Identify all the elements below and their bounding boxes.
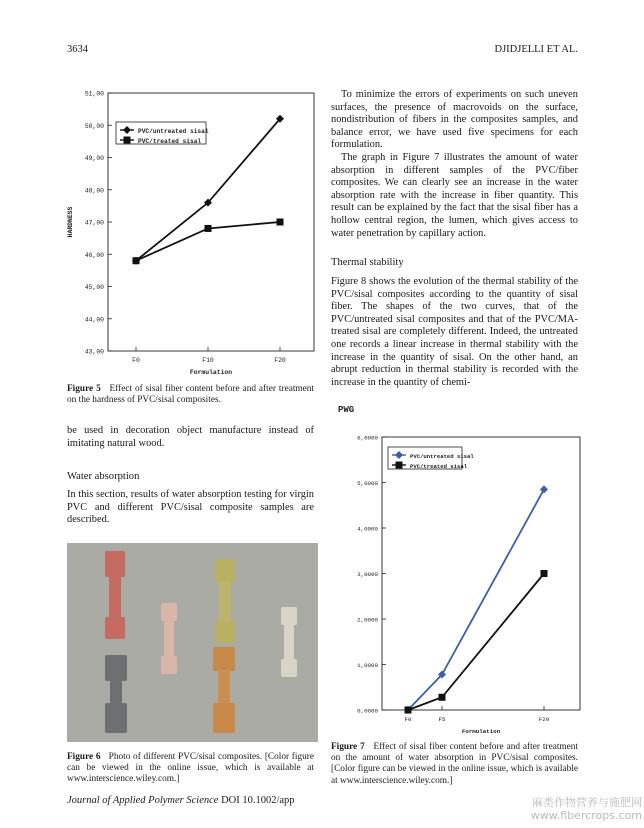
figure7-chart (330, 402, 582, 735)
y-tick-label: 44,00 (84, 316, 104, 324)
specimen-f5-untreated-neck (219, 581, 231, 623)
figure7-caption-text: Effect of sisal fiber content before and after treatment on the amount of water absorption in PVC/sisal composites. [Color figure can be viewed in the online issue, which is available at www.interscience.wiley.com.] (331, 742, 578, 786)
x-tick-label: F10 (202, 357, 214, 364)
y-tick-label: 3,0000 (357, 571, 378, 578)
series-2-point (133, 257, 140, 264)
figure5-label: Figure 5 (67, 384, 101, 394)
fig7-axes (338, 405, 580, 735)
specimen-f20-untreated-top (213, 647, 235, 671)
journal-doi: DOI 10.1002/app (221, 795, 295, 806)
water-paragraph: In this section, results of water absorption testing for virgin PVC and different PVC/sisal composite samples are described. (67, 489, 314, 526)
paragraph-errors: To minimize the errors of experiments on such uneven surfaces, the presence of macrovoids on the surface, nondistribution of fibers in the composites samples, and balance error, we have used five specimens for each formulation. (331, 89, 578, 151)
y-tick-label: 43,00 (84, 348, 104, 356)
specimen-f5-treated-top (105, 551, 125, 577)
specimen-f0-neck (284, 623, 294, 661)
x-axis-label: Formulation (461, 728, 501, 735)
specimen-f5-untreated-bottom (215, 621, 235, 643)
series-1-point (540, 485, 548, 493)
legend-entry: PVC/untreated sisal (410, 453, 474, 460)
figure7-caption (331, 742, 578, 787)
figure6-label: Figure 6 (67, 752, 101, 762)
y-tick-label: 45,00 (84, 284, 104, 291)
y-tick-label: 49,00 (84, 155, 104, 162)
figure5-caption-text: Effect of sisal fiber content before and after treatment on the hardness of PVC/sisal composites. (67, 384, 314, 406)
y-tick-label: 5,0000 (357, 480, 378, 487)
specimen-f5-untreated-top (215, 559, 235, 583)
figure5-chart (64, 84, 320, 382)
legend-marker (396, 462, 403, 469)
y-tick-label: 4,0000 (357, 525, 378, 533)
specimen-f20-treated-bottom (105, 703, 127, 733)
series-2-point (405, 707, 412, 714)
y-tick-label: 51,00 (84, 90, 104, 98)
chart-title: PWG (338, 405, 355, 415)
specimen-f5-treated-bottom (105, 617, 125, 639)
x-tick-label: F0 (132, 357, 140, 364)
watermark-cn: 麻类作物营养与施肥网 (532, 796, 642, 809)
figure6-caption-text: Photo of different PVC/sisal composites. [Color figure can be viewed in the online issue, which is available at www.interscience.wiley.com.] (67, 752, 314, 785)
series-2-point (541, 570, 548, 577)
y-tick-label: 1,0000 (357, 662, 378, 669)
figure7-label: Figure 7 (331, 742, 365, 752)
left-continuation: be used in decoration object manufacture instead of imitating natural wood. (67, 425, 314, 449)
x-tick-label: F20 (274, 357, 286, 364)
legend-entry: PVC/treated sisal (410, 463, 468, 470)
section-water-absorption: Water absorption (67, 471, 140, 482)
page-number: 3634 (67, 44, 88, 55)
legend-entry: PVC/treated sisal (138, 138, 202, 145)
specimen-f0-bottom (281, 659, 297, 677)
section-thermal-stability: Thermal stability (331, 257, 404, 268)
y-tick-label: 0,0000 (357, 707, 378, 715)
y-tick-label: 2,0000 (357, 616, 378, 624)
figure5-caption (67, 384, 314, 406)
fig5-axes (67, 91, 314, 377)
series-2-point (205, 225, 212, 232)
journal-name: Journal of Applied Polymer Science (67, 795, 219, 806)
paragraph-figure7: The graph in Figure 7 illustrates the amount of water absorption in different samples of the PVC/fiber composites. We can clearly see an increase in the water absorption rate with the increase in fiber quantity. This result can be explained by the fact that the sisal fiber has a hollow central region, the lumen, which gives access to water penetration by capillary action. (331, 151, 578, 239)
paragraph-thermal: Figure 8 shows the evolution of the thermal stability of the PVC/sisal composites according to the quantity of sisal fiber. The shapes of the two curves, that of the PVC/untreated sisal composites and that of the PVC/MA-treated sisal are completely different. Indeed, the untreated one records a linear increase in thermal stability with the increase in the quantity of sisal. On the other hand, an abrupt reduction in thermal stability is recorded with the increase in the quantity of chemi- (331, 276, 578, 388)
specimen-f10-untreated-neck (164, 620, 174, 658)
plot-frame (382, 437, 580, 710)
specimen-f10-untreated-top (161, 603, 177, 621)
legend-marker (124, 137, 131, 144)
right-column-top (331, 89, 578, 240)
x-tick-label: F20 (538, 716, 550, 723)
figure6-photo (67, 543, 318, 742)
y-tick-label: 46,00 (84, 251, 104, 259)
series-2-point (277, 219, 284, 226)
y-tick-label: 50,00 (84, 122, 104, 130)
x-tick-label: F0 (404, 716, 412, 723)
series-2-point (439, 694, 446, 701)
specimen-f20-untreated-bottom (213, 703, 235, 733)
x-axis-label: Formulation (189, 369, 233, 376)
specimen-f20-untreated-neck (218, 669, 230, 705)
y-tick-label: 6,0000 (357, 434, 378, 442)
watermark-url: www.fibercrops.com (530, 809, 642, 822)
specimen-f10-untreated-bottom (161, 656, 177, 674)
specimen-f20-treated-top (105, 655, 127, 681)
y-tick-label: 47,00 (84, 219, 104, 227)
x-tick-label: F5 (438, 716, 446, 723)
figure6-caption (67, 752, 314, 786)
y-axis-label: HARDNESS (67, 206, 74, 238)
running-head: DJIDJELLI ET AL. (494, 44, 578, 55)
specimen-f20-treated-neck (110, 679, 122, 705)
legend-entry: PVC/untreated sisal (138, 128, 209, 135)
y-tick-label: 48,00 (84, 187, 104, 195)
journal-footer (67, 795, 295, 806)
specimen-f5-treated-neck (109, 575, 121, 619)
watermark (524, 796, 642, 822)
